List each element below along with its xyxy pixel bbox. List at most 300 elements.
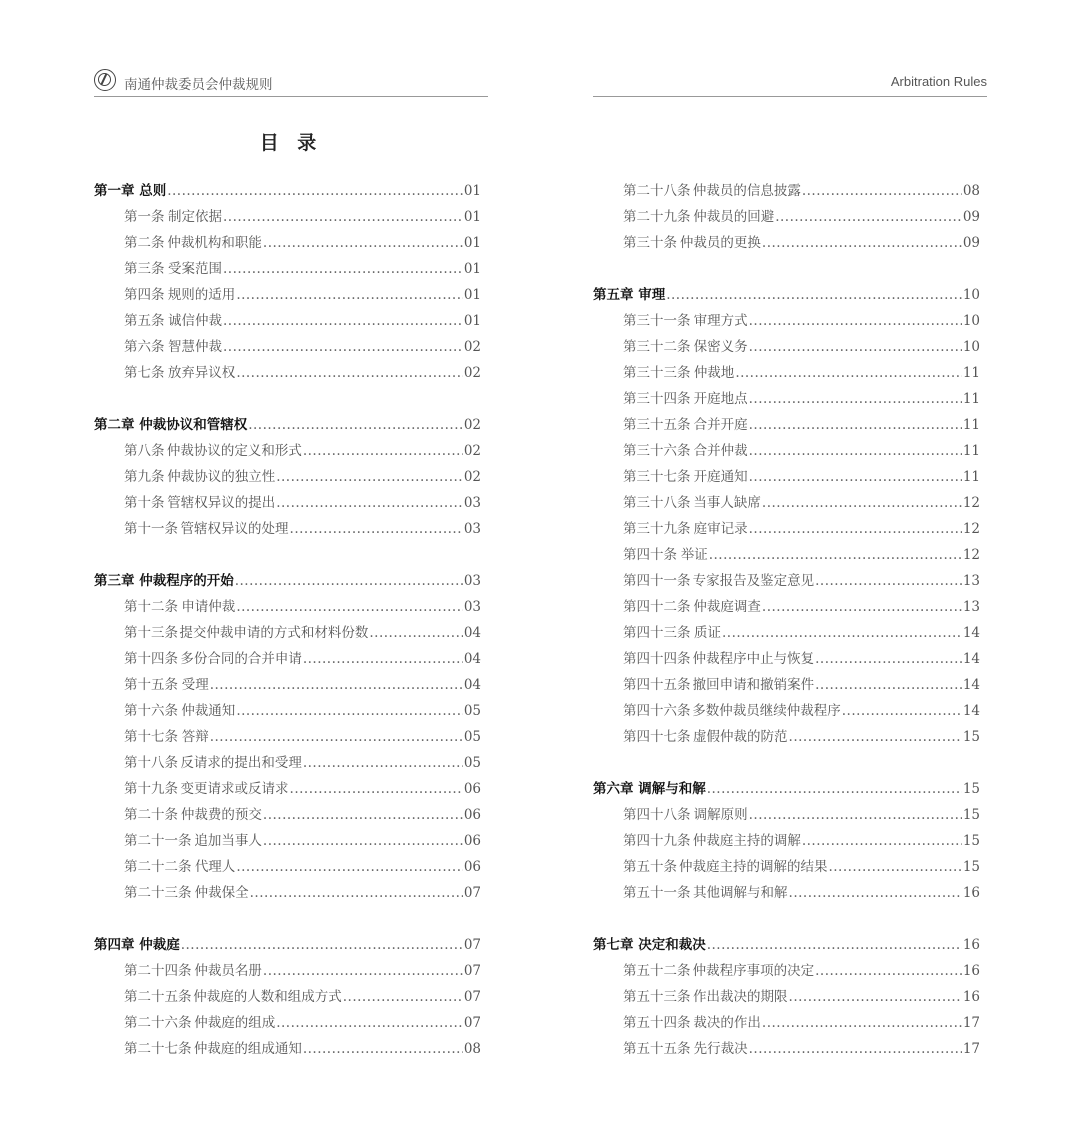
article-title: 受案范围 (168, 261, 222, 277)
page-number: 16 (962, 885, 980, 901)
toc-article-entry[interactable] (94, 620, 481, 646)
dot-leader (815, 672, 962, 698)
article-number: 第四十四条 (623, 651, 691, 667)
article-number: 第十五条 (124, 677, 178, 693)
article-title: 管辖权异议的提出 (167, 495, 276, 511)
toc-article-entry[interactable] (593, 542, 980, 568)
article-number: 第六条 (124, 339, 165, 355)
dot-leader (707, 932, 962, 958)
article-title: 反请求的提出和受理 (180, 755, 302, 771)
article-number: 第四十二条 (623, 599, 691, 615)
toc-article-entry[interactable] (593, 230, 980, 256)
toc-left-column (94, 178, 481, 1062)
page-number: 09 (962, 209, 980, 225)
article-title: 举证 (680, 547, 708, 563)
article-title: 多数仲裁员继续仲裁程序 (692, 703, 841, 719)
article-number: 第五十五条 (623, 1041, 691, 1057)
page-number: 07 (463, 937, 481, 953)
page-number: 07 (463, 885, 481, 901)
article-number: 第十三条 (124, 625, 178, 641)
dot-leader (236, 698, 463, 724)
dot-leader (802, 828, 962, 854)
article-number: 第二十三条 (124, 885, 192, 901)
toc-article-entry[interactable] (593, 1036, 980, 1062)
dot-leader (210, 724, 463, 750)
page-number: 14 (962, 651, 980, 667)
toc-article-entry[interactable] (94, 1010, 481, 1036)
toc-article-entry[interactable] (94, 490, 481, 516)
article-number: 第十九条 (124, 781, 178, 797)
article-title: 其他调解与和解 (693, 885, 788, 901)
dot-leader (762, 1010, 962, 1036)
page-number: 05 (463, 729, 481, 745)
article-title: 作出裁决的期限 (693, 989, 788, 1005)
dot-leader (789, 724, 962, 750)
article-number: 第四十五条 (623, 677, 691, 693)
page-number: 06 (463, 807, 481, 823)
article-number: 第十六条 (124, 703, 178, 719)
article-title: 放弃异议权 (167, 365, 236, 381)
page-number: 15 (962, 729, 980, 745)
article-title: 仲裁协议的定义和形式 (166, 443, 302, 459)
page-number: 01 (463, 261, 481, 277)
article-title: 变更请求或反请求 (180, 781, 289, 797)
page-number: 12 (962, 495, 980, 511)
article-number: 第十二条 (124, 599, 178, 615)
dot-leader (735, 360, 962, 386)
article-number: 第四十六条 (623, 703, 691, 719)
page-number: 01 (463, 209, 481, 225)
dot-leader (343, 984, 463, 1010)
dot-leader (775, 204, 962, 230)
toc-article-entry[interactable] (593, 204, 980, 230)
article-title: 代理人 (194, 859, 236, 875)
article-number: 第十条 (124, 495, 165, 511)
dot-leader (802, 178, 962, 204)
article-title: 质证 (694, 625, 721, 641)
page-number: 02 (463, 339, 481, 355)
page-number: 02 (463, 417, 481, 433)
article-title: 虚假仲裁的防范 (693, 729, 788, 745)
toc-chapter-entry[interactable] (593, 932, 980, 958)
page-number: 14 (962, 703, 980, 719)
dot-leader (666, 282, 962, 308)
chapter-title: 第七章 决定和裁决 (593, 937, 706, 953)
toc-article-entry[interactable] (593, 334, 980, 360)
dot-leader (762, 594, 962, 620)
article-number: 第三条 (124, 261, 165, 277)
article-title: 仲裁程序事项的决定 (692, 963, 815, 979)
article-number: 第八条 (124, 443, 165, 459)
article-title: 诚信仲裁 (168, 313, 222, 329)
page-number: 08 (962, 183, 980, 199)
article-title: 仲裁庭主持的调解 (692, 833, 801, 849)
page-number: 01 (463, 287, 481, 303)
article-title: 先行裁决 (693, 1041, 748, 1057)
article-title: 追加当事人 (194, 833, 262, 849)
page-number: 13 (962, 573, 980, 589)
dot-leader (749, 516, 962, 542)
toc-article-entry[interactable] (94, 230, 481, 256)
organization-name: 南通仲裁委员会仲裁规则 (124, 77, 273, 93)
dot-leader (709, 542, 962, 568)
dot-leader (303, 750, 463, 776)
article-title: 仲裁庭的组成 (194, 1015, 276, 1031)
article-number: 第二十条 (124, 807, 178, 823)
toc-article-entry[interactable] (94, 516, 481, 542)
dot-leader (276, 490, 463, 516)
chapter-title: 第五章 审理 (593, 287, 666, 303)
article-number: 第四十一条 (623, 573, 691, 589)
dot-leader (263, 802, 463, 828)
chapter-title: 第二章 仲裁协议和管辖权 (94, 417, 248, 433)
dot-leader (263, 958, 463, 984)
article-title: 撤回申请和撤销案件 (692, 677, 815, 693)
toc-article-entry[interactable] (94, 854, 481, 880)
page-number: 05 (463, 703, 481, 719)
page-number: 14 (962, 625, 980, 641)
article-number: 第三十条 (623, 235, 677, 251)
article-number: 第二十四条 (124, 963, 192, 979)
toc-chapter-entry[interactable] (94, 178, 481, 204)
chapter-title: 第一章 总则 (94, 183, 167, 199)
dot-leader (236, 594, 463, 620)
article-title: 仲裁庭主持的调解的结果 (678, 859, 828, 875)
page-number: 04 (463, 677, 481, 693)
page-number: 06 (463, 859, 481, 875)
article-number: 第四十九条 (623, 833, 691, 849)
page-number: 03 (463, 521, 481, 537)
page-number: 11 (962, 469, 980, 485)
article-title: 合并仲裁 (693, 443, 748, 459)
page-number: 15 (962, 807, 980, 823)
article-number: 第五十条 (623, 859, 677, 875)
article-number: 第九条 (124, 469, 165, 485)
toc-article-entry[interactable] (593, 568, 980, 594)
chapter-title: 第六章 调解与和解 (593, 781, 706, 797)
toc-article-entry[interactable] (94, 984, 481, 1010)
toc-article-entry[interactable] (593, 802, 980, 828)
article-number: 第三十一条 (623, 313, 691, 329)
article-title: 受理 (181, 677, 209, 693)
toc-chapter-entry[interactable] (94, 932, 481, 958)
toc-article-entry[interactable] (94, 204, 481, 230)
toc-article-entry[interactable] (94, 724, 481, 750)
article-number: 第三十八条 (623, 495, 691, 511)
toc-article-entry[interactable] (94, 360, 481, 386)
page-number: 11 (962, 365, 980, 381)
dot-leader (276, 1010, 463, 1036)
dot-leader (789, 880, 962, 906)
toc-article-entry[interactable] (593, 464, 980, 490)
toc-chapter-entry[interactable] (593, 776, 980, 802)
article-title: 开庭通知 (693, 469, 748, 485)
article-title: 仲裁庭的组成通知 (193, 1041, 302, 1057)
toc-article-entry[interactable] (593, 724, 980, 750)
page-number: 17 (962, 1041, 980, 1057)
toc-article-entry[interactable] (593, 984, 980, 1010)
page-number: 03 (463, 573, 481, 589)
header-left (94, 68, 488, 97)
toc-article-entry[interactable] (94, 776, 481, 802)
dot-leader (167, 178, 463, 204)
article-title: 庭审记录 (693, 521, 748, 537)
page-number: 01 (463, 313, 481, 329)
dot-leader (263, 230, 463, 256)
article-title: 仲裁通知 (181, 703, 236, 719)
toc-article-entry[interactable] (94, 256, 481, 282)
logo-icon (94, 69, 116, 91)
dot-leader (749, 464, 962, 490)
toc-article-entry[interactable] (593, 828, 980, 854)
page-number: 04 (463, 651, 481, 667)
dot-leader (181, 932, 463, 958)
article-number: 第五十四条 (623, 1015, 691, 1031)
dot-leader (248, 412, 463, 438)
article-number: 第二十八条 (623, 183, 691, 199)
toc-article-entry[interactable] (94, 698, 481, 724)
dot-leader (762, 230, 962, 256)
dot-leader (815, 646, 962, 672)
toc-article-entry[interactable] (94, 438, 481, 464)
article-number: 第十八条 (124, 755, 178, 771)
toc-article-entry[interactable] (593, 672, 980, 698)
page-number: 11 (962, 391, 980, 407)
article-number: 第十四条 (124, 651, 178, 667)
article-title: 申请仲裁 (181, 599, 236, 615)
page-number: 02 (463, 469, 481, 485)
article-number: 第二十六条 (124, 1015, 192, 1031)
article-number: 第五十二条 (623, 963, 691, 979)
article-number: 第四十七条 (623, 729, 691, 745)
toc-article-entry[interactable] (94, 802, 481, 828)
page-number: 06 (463, 781, 481, 797)
article-title: 仲裁员的更换 (679, 235, 761, 251)
article-title: 仲裁员的信息披露 (692, 183, 801, 199)
article-title: 仲裁费的预交 (180, 807, 262, 823)
page-number: 11 (962, 417, 980, 433)
toc-article-entry[interactable] (94, 1036, 481, 1062)
dot-leader (210, 672, 463, 698)
page-number: 01 (463, 235, 481, 251)
toc-article-entry[interactable] (593, 490, 980, 516)
page-number: 02 (463, 365, 481, 381)
page-number: 12 (962, 547, 980, 563)
toc-article-entry[interactable] (593, 438, 980, 464)
article-number: 第五十一条 (623, 885, 691, 901)
article-number: 第四条 (124, 287, 165, 303)
article-number: 第二条 (124, 235, 165, 251)
article-number: 第五十三条 (623, 989, 691, 1005)
dot-leader (707, 776, 962, 802)
article-title: 仲裁员名册 (194, 963, 262, 979)
page-number: 16 (962, 937, 980, 953)
dot-leader (749, 308, 962, 334)
article-title: 调解原则 (693, 807, 748, 823)
toc-article-entry[interactable] (94, 646, 481, 672)
dot-leader (223, 256, 463, 282)
article-title: 答辩 (181, 729, 209, 745)
article-number: 第四十三条 (623, 625, 691, 641)
toc-article-entry[interactable] (593, 386, 980, 412)
dot-leader (722, 620, 962, 646)
dot-leader (303, 1036, 463, 1062)
dot-leader (749, 386, 962, 412)
dot-leader (276, 464, 463, 490)
toc-article-entry[interactable] (593, 880, 980, 906)
header-right (593, 68, 987, 97)
dot-leader (828, 854, 961, 880)
page-number: 03 (463, 495, 481, 511)
article-title: 仲裁员的回避 (693, 209, 775, 225)
page-number: 06 (463, 833, 481, 849)
toc-article-entry[interactable] (94, 880, 481, 906)
dot-leader (842, 698, 962, 724)
article-title: 裁决的作出 (693, 1015, 761, 1031)
dot-leader (303, 438, 463, 464)
article-title: 仲裁地 (693, 365, 735, 381)
dot-leader (749, 334, 962, 360)
toc-article-entry[interactable] (593, 360, 980, 386)
chapter-title: 第四章 仲裁庭 (94, 937, 180, 953)
dot-leader (815, 958, 962, 984)
article-title: 当事人缺席 (693, 495, 761, 511)
page-number: 15 (962, 833, 980, 849)
toc-article-entry[interactable] (593, 178, 980, 204)
toc-article-entry[interactable] (593, 854, 980, 880)
dot-leader (223, 204, 463, 230)
dot-leader (815, 568, 962, 594)
toc-chapter-entry[interactable] (94, 568, 481, 594)
article-title: 仲裁庭的人数和组成方式 (193, 989, 342, 1005)
article-number: 第五条 (124, 313, 165, 329)
dot-leader (303, 646, 463, 672)
article-number: 第三十四条 (623, 391, 691, 407)
toc-article-entry[interactable] (94, 334, 481, 360)
dot-leader (749, 802, 962, 828)
dot-leader (263, 828, 463, 854)
toc-article-entry[interactable] (593, 594, 980, 620)
page-number: 10 (962, 287, 980, 303)
page-number: 10 (962, 313, 980, 329)
toc-article-entry[interactable] (94, 282, 481, 308)
toc-article-entry[interactable] (593, 620, 980, 646)
dot-leader (762, 490, 962, 516)
toc-title: 目 录 (259, 132, 323, 154)
document-title-english: Arbitration Rules (890, 74, 987, 89)
dot-leader (236, 360, 463, 386)
toc-article-entry[interactable] (94, 464, 481, 490)
article-title: 合并开庭 (693, 417, 748, 433)
toc-article-entry[interactable] (593, 646, 980, 672)
article-title: 管辖权异议的处理 (180, 521, 289, 537)
toc-chapter-entry[interactable] (593, 282, 980, 308)
toc-article-entry[interactable] (94, 828, 481, 854)
dot-leader (236, 854, 463, 880)
toc-right-column (593, 178, 980, 1062)
toc-article-entry[interactable] (593, 412, 980, 438)
page-number: 04 (463, 625, 481, 641)
page-number: 09 (962, 235, 980, 251)
dot-leader (749, 412, 962, 438)
article-title: 仲裁机构和职能 (167, 235, 262, 251)
article-title: 审理方式 (693, 313, 748, 329)
article-number: 第二十九条 (623, 209, 691, 225)
article-title: 仲裁庭调查 (693, 599, 761, 615)
toc-article-entry[interactable] (94, 672, 481, 698)
page-number: 03 (463, 599, 481, 615)
article-number: 第三十九条 (623, 521, 691, 537)
article-number: 第四十条 (623, 547, 677, 563)
toc-article-entry[interactable] (94, 308, 481, 334)
dot-leader (290, 776, 463, 802)
page-number: 07 (463, 989, 481, 1005)
article-title: 制定依据 (168, 209, 222, 225)
page-number: 13 (962, 599, 980, 615)
article-title: 仲裁程序中止与恢复 (692, 651, 815, 667)
article-number: 第一条 (124, 209, 165, 225)
toc-article-entry[interactable] (94, 958, 481, 984)
article-number: 第十一条 (124, 521, 178, 537)
article-number: 第七条 (124, 365, 165, 381)
article-title: 仲裁保全 (194, 885, 249, 901)
article-number: 第三十二条 (623, 339, 691, 355)
toc-article-entry[interactable] (593, 1010, 980, 1036)
dot-leader (236, 282, 463, 308)
toc-article-entry[interactable] (593, 698, 980, 724)
page-number: 14 (962, 677, 980, 693)
page-number: 17 (962, 1015, 980, 1031)
page-number: 08 (463, 1041, 481, 1057)
dot-leader (290, 516, 463, 542)
article-title: 提交仲裁申请的方式和材料份数 (179, 625, 369, 641)
article-number: 第二十七条 (124, 1041, 192, 1057)
article-number: 第三十三条 (623, 365, 691, 381)
page-number: 05 (463, 755, 481, 771)
dot-leader (223, 308, 463, 334)
dot-leader (789, 984, 962, 1010)
page-number: 15 (962, 859, 980, 875)
toc-article-entry[interactable] (593, 516, 980, 542)
article-number: 第十七条 (124, 729, 178, 745)
page-number: 16 (962, 963, 980, 979)
dot-leader (749, 1036, 962, 1062)
page-number: 16 (962, 989, 980, 1005)
page-number: 07 (463, 1015, 481, 1031)
toc-chapter-entry[interactable] (94, 412, 481, 438)
article-number: 第二十五条 (124, 989, 192, 1005)
page-number: 07 (463, 963, 481, 979)
page-number: 11 (962, 443, 980, 459)
article-title: 仲裁协议的独立性 (167, 469, 276, 485)
page-number: 10 (962, 339, 980, 355)
toc-article-entry[interactable] (593, 308, 980, 334)
article-number: 第三十五条 (623, 417, 691, 433)
dot-leader (235, 568, 463, 594)
article-title: 专家报告及鉴定意见 (692, 573, 815, 589)
page-number: 15 (962, 781, 980, 797)
toc-article-entry[interactable] (593, 958, 980, 984)
toc-article-entry[interactable] (94, 594, 481, 620)
article-number: 第四十八条 (623, 807, 691, 823)
page-number: 02 (463, 443, 481, 459)
dot-leader (369, 620, 462, 646)
article-title: 保密义务 (693, 339, 748, 355)
dot-leader (223, 334, 463, 360)
article-title: 多份合同的合并申请 (180, 651, 302, 667)
page-number: 01 (463, 183, 481, 199)
toc-article-entry[interactable] (94, 750, 481, 776)
